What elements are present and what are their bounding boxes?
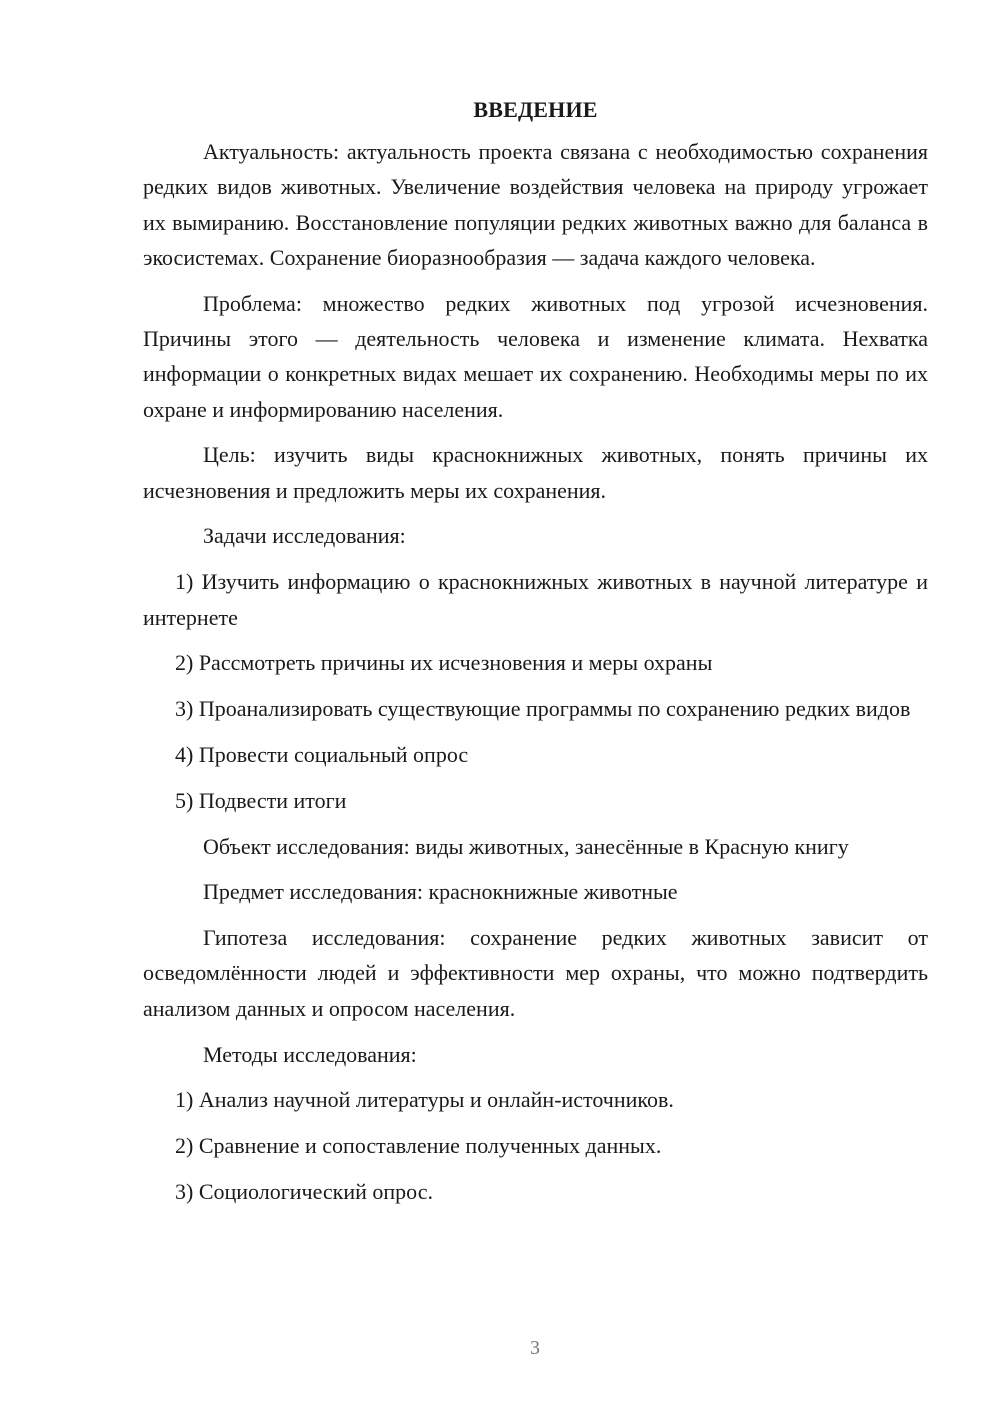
list-item-method-3: 3) Социологический опрос.	[175, 1178, 433, 1204]
list-item-method-2: 2) Сравнение и сопоставление полученных данных.	[175, 1133, 662, 1159]
section-heading: ВВЕДЕНИЕ	[473, 97, 598, 122]
list-item-task-5: 5) Подвести итоги	[175, 787, 347, 813]
paragraph-problem: Проблема: множество редких животных под угрозой исчезновения. Причины этого — деятельность человека и изменение климата. Нехватка информации о конкретных видах мешает их сохранению. Необходимы меры по их охране и информированию населения.	[143, 290, 928, 422]
paragraph-relevance: Актуальность: актуальность проекта связана с необходимостью сохранения редких видов животных. Увеличение воздействия человека на природу угрожает их вымиранию. Восстановление популяции редких животных важно для баланса в экосистемах. Сохранение биоразнообразия — задача каждого человека.	[143, 139, 928, 270]
list-item-method-1: 1) Анализ научной литературы и онлайн-источников.	[175, 1087, 674, 1113]
paragraph-object: Объект исследования: виды животных, занесённые в Красную книгу	[203, 833, 849, 859]
list-item-task-4: 4) Провести социальный опрос	[175, 741, 469, 767]
paragraph-hypothesis: Гипотеза исследования: сохранение редких животных зависит от осведомлённости людей и эффективности мер охраны, что можно подтвердить анализом данных и опросом населения.	[143, 925, 928, 1021]
paragraph-methods-title: Методы исследования:	[203, 1041, 417, 1067]
list-item-task-3: 3) Проанализировать существующие программы по сохранению редких видов	[175, 696, 911, 722]
list-item-task-2: 2) Рассмотреть причины их исчезновения и меры охраны	[175, 650, 713, 676]
list-item-task-1: 1) Изучить информацию о краснокнижных животных в научной литературе и интернете	[143, 569, 928, 630]
page-content	[143, 92, 928, 1220]
paragraph-goal: Цель: изучить виды краснокнижных животных, понять причины их исчезновения и предложить меры их сохранения.	[143, 442, 928, 503]
paragraph-subject: Предмет исследования: краснокнижные животные	[203, 879, 678, 905]
paragraph-tasks-title: Задачи исследования:	[203, 523, 406, 549]
page-number: 3	[530, 1337, 540, 1359]
